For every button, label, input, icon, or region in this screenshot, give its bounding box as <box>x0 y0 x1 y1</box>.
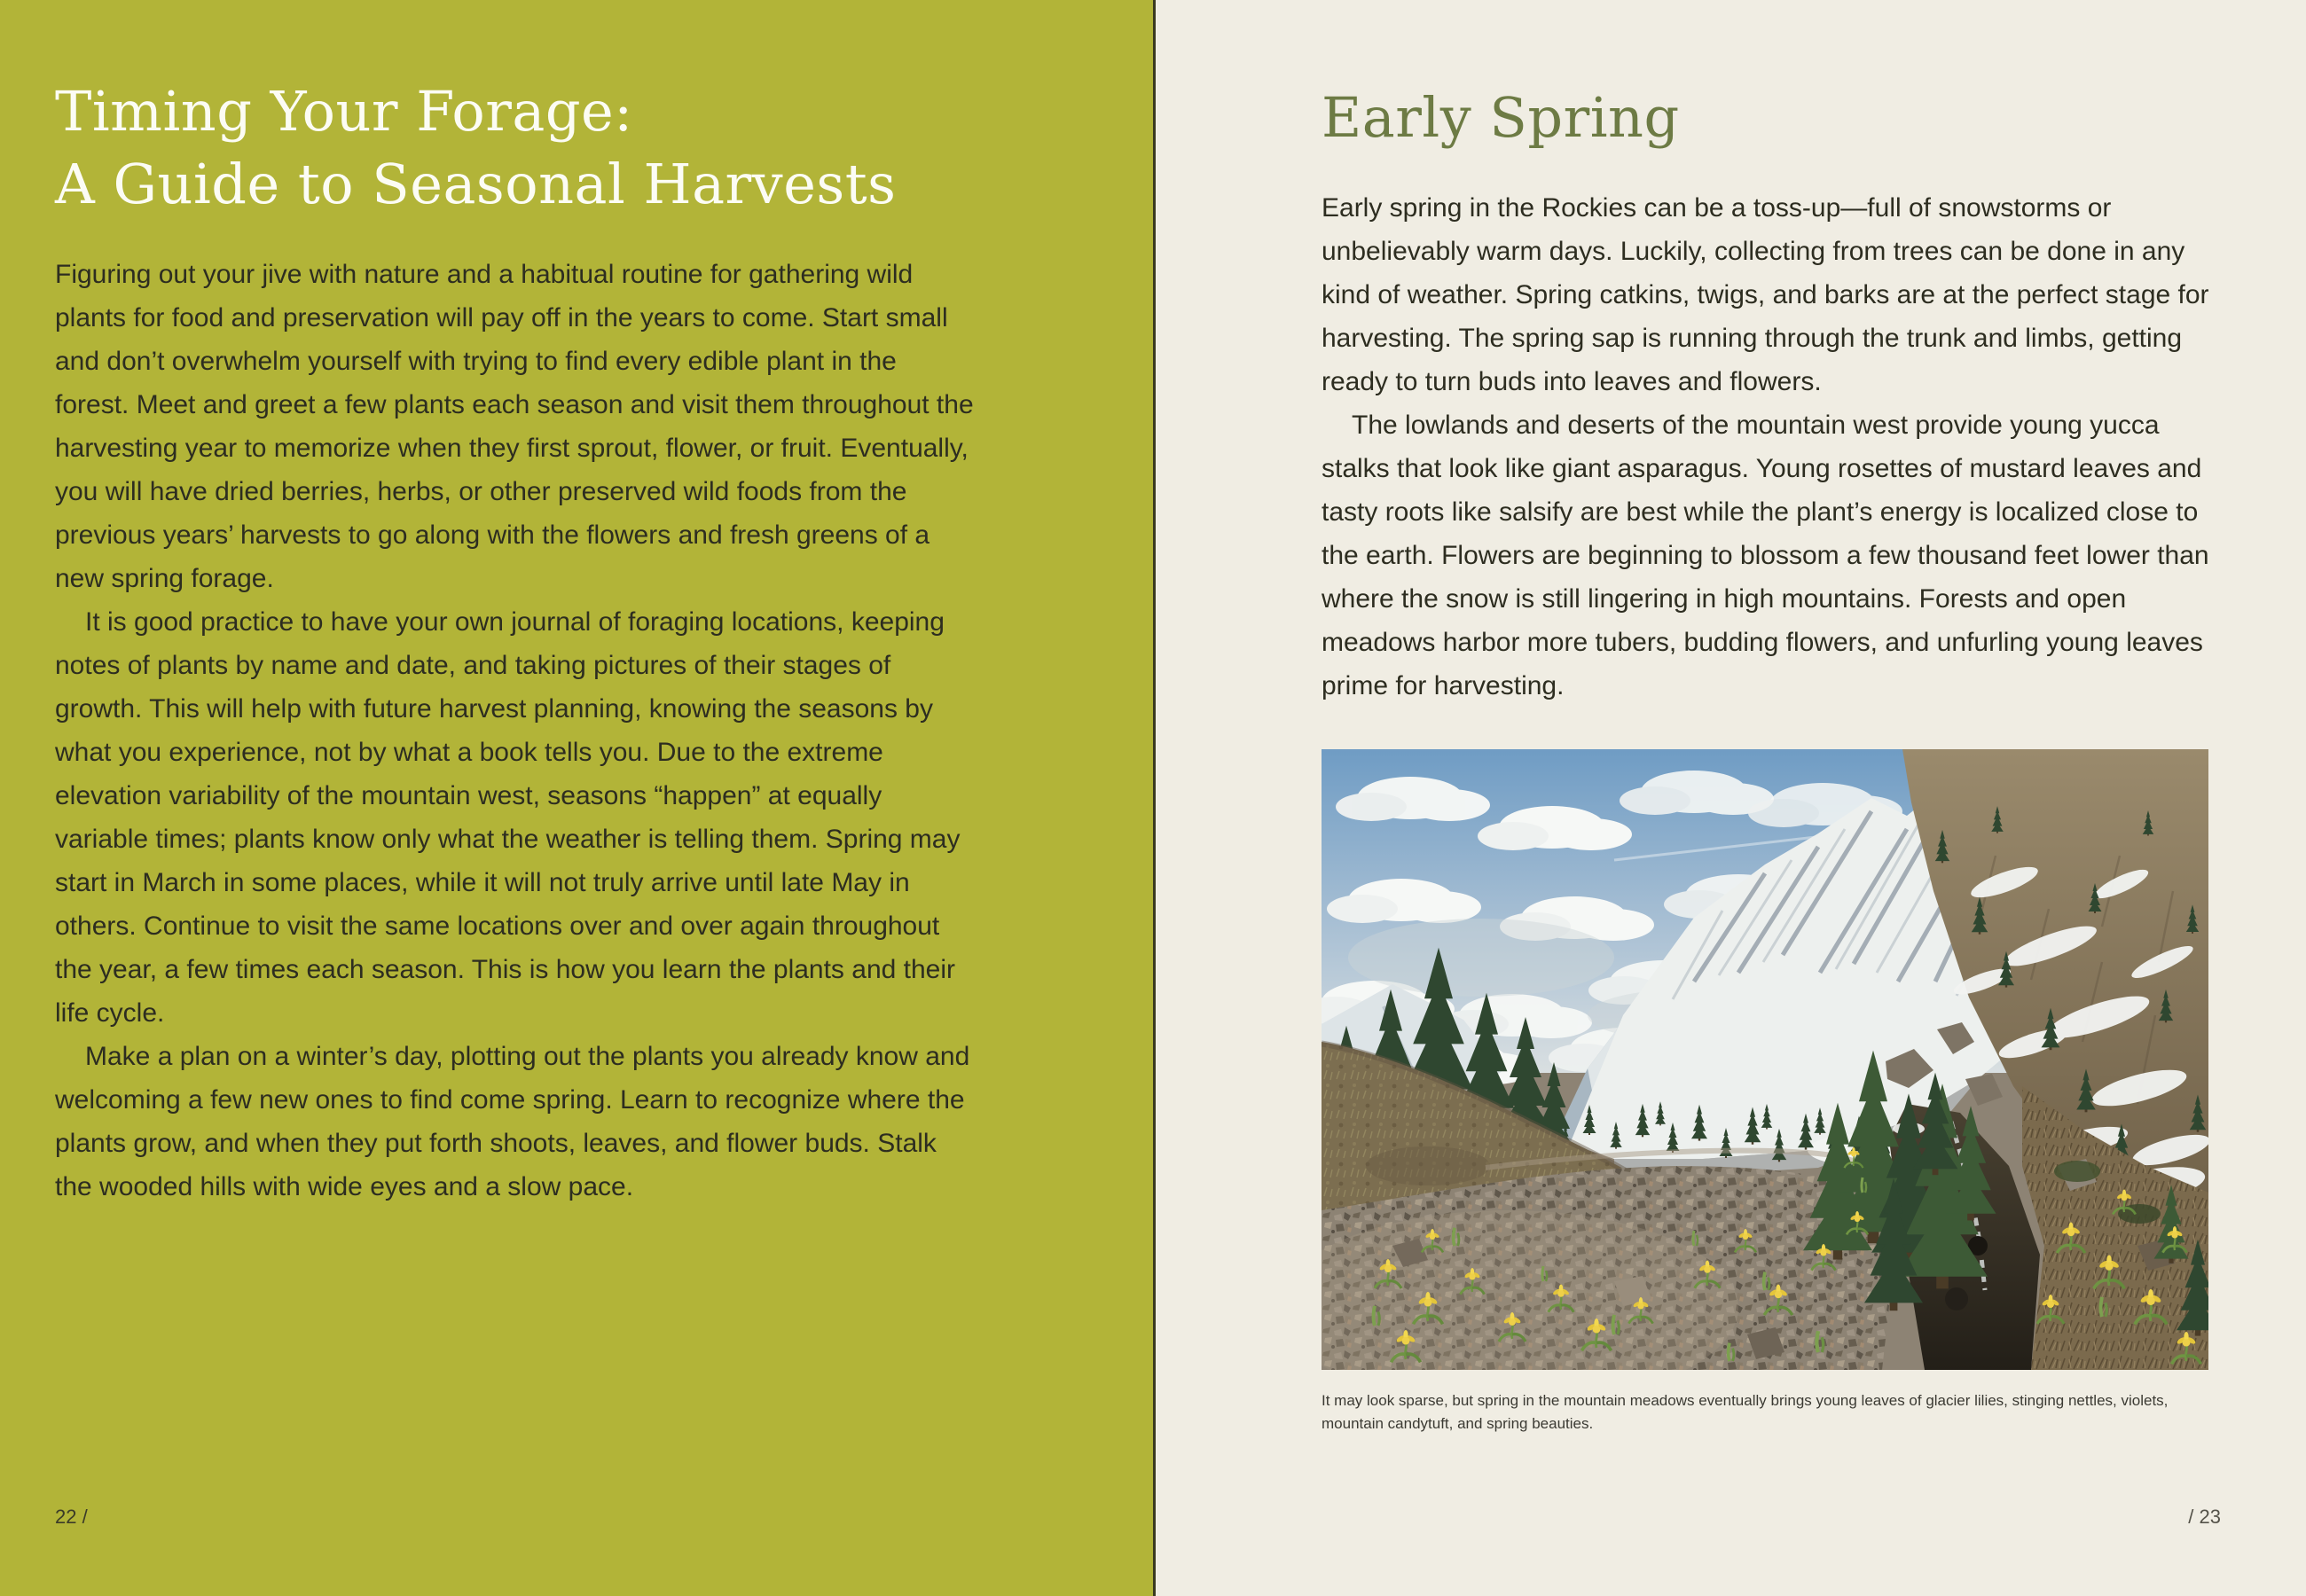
chapter-title-line1: Timing Your Forage: <box>55 79 633 144</box>
page-number-left: 22 / <box>55 1506 88 1528</box>
body-paragraph: Figuring out your jive with nature and a habitual routine for gathering wild plants for food and preservation will pay off in the years to come. Start small and don’t overwhelm yourself with trying to find every edible plant in the forest. Meet and greet a few plants each season and visit them throughout the harvesting year to memorize when they first sprout, flower, or fruit. Eventually, you will have dried berries, herbs, or other preserved wild foods from the previous years’ harvests to go along with the flowers and fresh greens of a new spring forage. <box>55 260 974 593</box>
body-paragraph: Early spring in the Rockies can be a toss-up—full of snowstorms or unbelievably warm days. Luckily, collecting from trees can be done in any kind of weather. Spring catkins, twigs, and barks are at the perfect stage for harvesting. The spring sap is running through the trunk and limbs, getting ready to turn buds into leaves and flowers. <box>1322 193 2209 396</box>
mountain-meadow-photo <box>1322 749 2208 1370</box>
photo-figure <box>1322 749 2217 1436</box>
right-page <box>1153 0 2306 1596</box>
body-paragraph: The lowlands and deserts of the mountain west provide young yucca stalks that look like giant asparagus. Young rosettes of mustard leaves and tasty roots like salsify are best while the plant’s energy is localized close to the earth. Flowers are beginning to blossom a few thousand feet lower than where the snow is still lingering in high mountains. Forests and open meadows harbor more tubers, budding flowers, and unfurling young leaves prime for harvesting. <box>1322 411 2209 700</box>
body-paragraph: It is good practice to have your own journal of foraging locations, keeping notes of plants by name and date, and taking pictures of their stages of growth. This will help with future harvest planning, knowing the seasons by what you experience, not by what a book tells you. Due to the extreme elevation variability of the mountain west, seasons “happen” at equally variable times; plants know only what the weather is telling them. Spring may start in March in some places, while it will not truly arrive until late May in others. Continue to visit the same locations over and over again throughout the year, a few times each season. This is how you learn the plants and their life cycle. <box>55 607 961 1028</box>
photo-caption: It may look sparse, but spring in the mountain meadows eventually brings young leaves of glacier lilies, stinging nettles, violets, mountain candytuft, and spring beauties. <box>1322 1392 2169 1432</box>
chapter-title-line2: A Guide to Seasonal Harvests <box>55 152 897 216</box>
chapter-title <box>55 75 1153 221</box>
right-body-text <box>1322 186 2217 708</box>
body-paragraph: Make a plan on a winter’s day, plotting out the plants you already know and welcoming a few new ones to find come spring. Learn to recognize where the plants grow, and when they put forth shoots, leaves, and flower buds. Stalk the wooded hills with wide eyes and a slow pace. <box>55 1042 970 1201</box>
section-title: Early Spring <box>1322 85 1680 150</box>
left-body-text <box>55 253 977 1209</box>
page-number-right: / 23 <box>2188 1506 2221 1528</box>
